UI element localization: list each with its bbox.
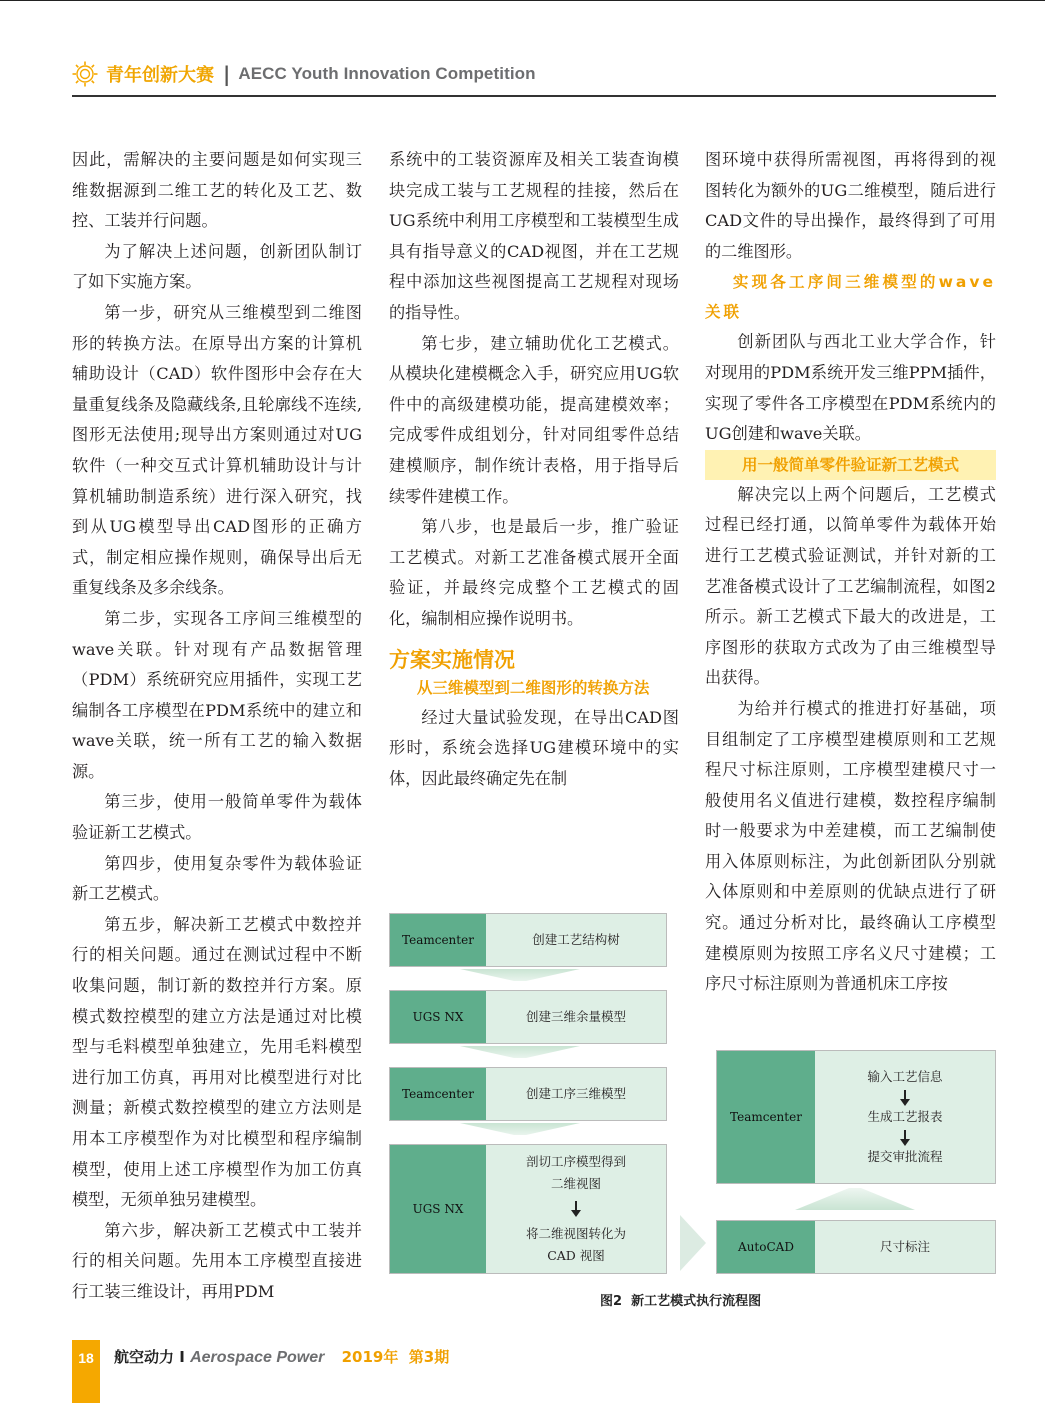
paragraph: 第六步，解决新工艺模式中工装并行的相关问题。先用本工序模型直接进行工装三维设计，再用PDM bbox=[72, 1220, 362, 1301]
flow-action: 将二维视图转化为CAD 视图 bbox=[525, 1226, 626, 1263]
paragraph: 经过大量试验发现，在导出CAD图形时，系统会选择UG建模环境中的实体，因此最终确定先在制 bbox=[389, 707, 679, 788]
paragraph: 因此，需解决的主要问题是如何实现三维数据源到二维工艺的转化及工艺、数控、工装并行问题。 bbox=[72, 150, 362, 231]
subheading: 用一般简单零件验证新工艺模式 bbox=[705, 450, 996, 480]
flow-arrow bbox=[460, 969, 580, 981]
page-number: 18 bbox=[78, 1350, 94, 1366]
down-arrow-icon bbox=[900, 1090, 910, 1106]
subheading: 实现各工序间三维模型的wave关联 bbox=[705, 273, 996, 322]
journal-separator: I bbox=[179, 1348, 185, 1366]
flow-system: Teamcenter bbox=[390, 1068, 486, 1120]
paragraph: 创新团队与西北工业大学合作，针对现用的PDM系统开发三维PPM插件，实现了零件各工序模型在PDM系统内的UG创建和wave关联。 bbox=[705, 332, 996, 444]
header-title-zh: 青年创新大赛 bbox=[106, 65, 214, 86]
paragraph: 为了解决上述问题，创新团队制订了如下实施方案。 bbox=[72, 241, 362, 292]
flow-system: Teamcenter bbox=[390, 914, 486, 966]
journal-title-zh: 航空动力 bbox=[114, 1348, 175, 1366]
section-title: 方案实施情况 bbox=[389, 647, 515, 672]
paragraph: 第二步，实现各工序间三维模型的wave关联。针对现有产品数据管理（PDM）系统研究应用插件，实现工艺编制各工序模型在PDM系统中的建立和wave关联，统一所有工艺的输入数据源。 bbox=[72, 608, 362, 781]
down-arrow-icon bbox=[571, 1201, 581, 1217]
flow-system: Teamcenter bbox=[717, 1051, 815, 1183]
flow-step: 提交审批流程 bbox=[867, 1149, 943, 1164]
page-header bbox=[72, 58, 536, 90]
journal-issue: 2019年 第3期 bbox=[341, 1348, 450, 1366]
flow-action: 尺寸标注 bbox=[815, 1221, 995, 1273]
paragraph: 第四步，使用复杂零件为载体验证新工艺模式。 bbox=[72, 853, 362, 904]
journal-title-en: Aerospace Power bbox=[190, 1349, 325, 1366]
flow-arrow-up bbox=[795, 1188, 915, 1210]
paragraph: 第三步，使用一般简单零件为载体验证新工艺模式。 bbox=[72, 792, 362, 843]
paragraph: 第七步，建立辅助优化工艺模式。从模块化建模概念入手，研究应用UG软件中的高级建模功能，提高建模效率；完成零件成组划分，针对同组零件总结建模顺序，制作统计表格，用于指导后续零件建模工作。 bbox=[389, 333, 679, 506]
subheading: 从三维模型到二维图形的转换方法 bbox=[416, 678, 650, 697]
paragraph: 解决完以上两个问题后，工艺模式过程已经打通，以简单零件为载体开始进行工艺模式验证测试，并针对新的工艺准备模式设计了工艺编制流程，如图2所示。新工艺模式下最大的改进是，工序图形的获取方式改为了由三维模型导出获得。 bbox=[705, 484, 996, 688]
flow-row bbox=[389, 990, 667, 1044]
top-border bbox=[0, 0, 1045, 1]
header-separator: | bbox=[223, 62, 231, 86]
flow-step: 输入工艺信息 bbox=[867, 1069, 943, 1084]
flow-action-group bbox=[486, 1145, 666, 1273]
paragraph: 为给并行模式的推进打好基础，项目组制定了工序模型建模原则和工艺规程尺寸标注原则，工序模型建模尺寸一般使用名义值进行建模，数控程序编制时一般要求为中差建模，而工艺编制使用入体原则标注，为此创新团队分别就入体原则和中差原则的优缺点进行了研究。通过分析对比，最终确认工序模型建模原则为按照工序名义尺寸建模；工序尺寸标注原则为普通机床工序按 bbox=[705, 698, 996, 994]
flow-action: 创建工艺结构树 bbox=[486, 914, 666, 966]
footer-journal bbox=[114, 1346, 449, 1367]
paragraph: 第一步，研究从三维模型到二维图形的转换方法。在原导出方案的计算机辅助设计（CAD）软件图形中会存在大量重复线条及隐藏线条,且轮廓线不连续,图形无法使用;现导出方案则通过对UG软件（一种交互式计算机辅助设计与计算机辅助制造系统）进行深入研究，找到从UG模型导出CAD图形的正确方式，制定相应操作规则，确保导出后无重复线条及多余线条。 bbox=[72, 302, 362, 598]
flow-step: 生成工艺报表 bbox=[867, 1109, 943, 1124]
column-2 bbox=[389, 145, 679, 794]
header-rule bbox=[72, 95, 996, 97]
paragraph: 图环境中获得所需视图，再将得到的视图转化为额外的UG二维模型，随后进行CAD文件的导出操作，最终得到了可用的二维图形。 bbox=[705, 150, 996, 261]
flow-system: UGS NX bbox=[390, 991, 486, 1043]
chevron-right-icon bbox=[680, 1215, 706, 1271]
column-1 bbox=[72, 145, 362, 1308]
paragraph: 系统中的工装资源库及相关工装查询模块完成工装与工艺规程的挂接，然后在UG系统中利用工序模型和工装模型生成具有指导意义的CAD视图，并在工艺规程中添加这些视图提高工艺规程对现场的指导性。 bbox=[389, 150, 679, 322]
flow-row bbox=[389, 913, 667, 967]
flow-row bbox=[716, 1050, 996, 1184]
down-arrow-icon bbox=[900, 1130, 910, 1146]
flow-action: 创建三维余量模型 bbox=[486, 991, 666, 1043]
flow-row bbox=[389, 1067, 667, 1121]
sun-logo-icon bbox=[72, 61, 98, 87]
flow-system: UGS NX bbox=[390, 1145, 486, 1273]
flow-arrow bbox=[460, 1123, 580, 1135]
flow-action-group bbox=[815, 1051, 995, 1183]
flow-action: 剖切工序模型得到二维视图 bbox=[525, 1154, 626, 1191]
flow-system: AutoCAD bbox=[717, 1221, 815, 1273]
column-3 bbox=[705, 145, 996, 1000]
flow-row bbox=[716, 1220, 996, 1274]
paragraph: 第五步，解决新工艺模式中数控并行的相关问题。通过在测试过程中不断收集问题，制订新的数控并行方案。原模式数控模型的建立方法是通过对比模型与毛料模型单独建立，先用毛料模型进行加工仿真，再用对比模型进行对比测量；新模式数控模型的建立方法则是用本工序模型作为对比模型和程序编制模型，使用上述工序模型作为加工仿真模型，无须单独另建模型。 bbox=[72, 914, 362, 1210]
flow-action: 创建工序三维模型 bbox=[486, 1068, 666, 1120]
paragraph: 第八步，也是最后一步，推广验证工艺模式。对新工艺准备模式展开全面验证，并最终完成整个工艺模式的固化，编制相应操作说明书。 bbox=[389, 517, 679, 628]
flow-row bbox=[389, 1144, 667, 1274]
flow-arrow bbox=[460, 1046, 580, 1058]
header-title-en: AECC Youth Innovation Competition bbox=[238, 64, 536, 83]
figure-caption: 图2 新工艺模式执行流程图 bbox=[600, 1294, 762, 1309]
